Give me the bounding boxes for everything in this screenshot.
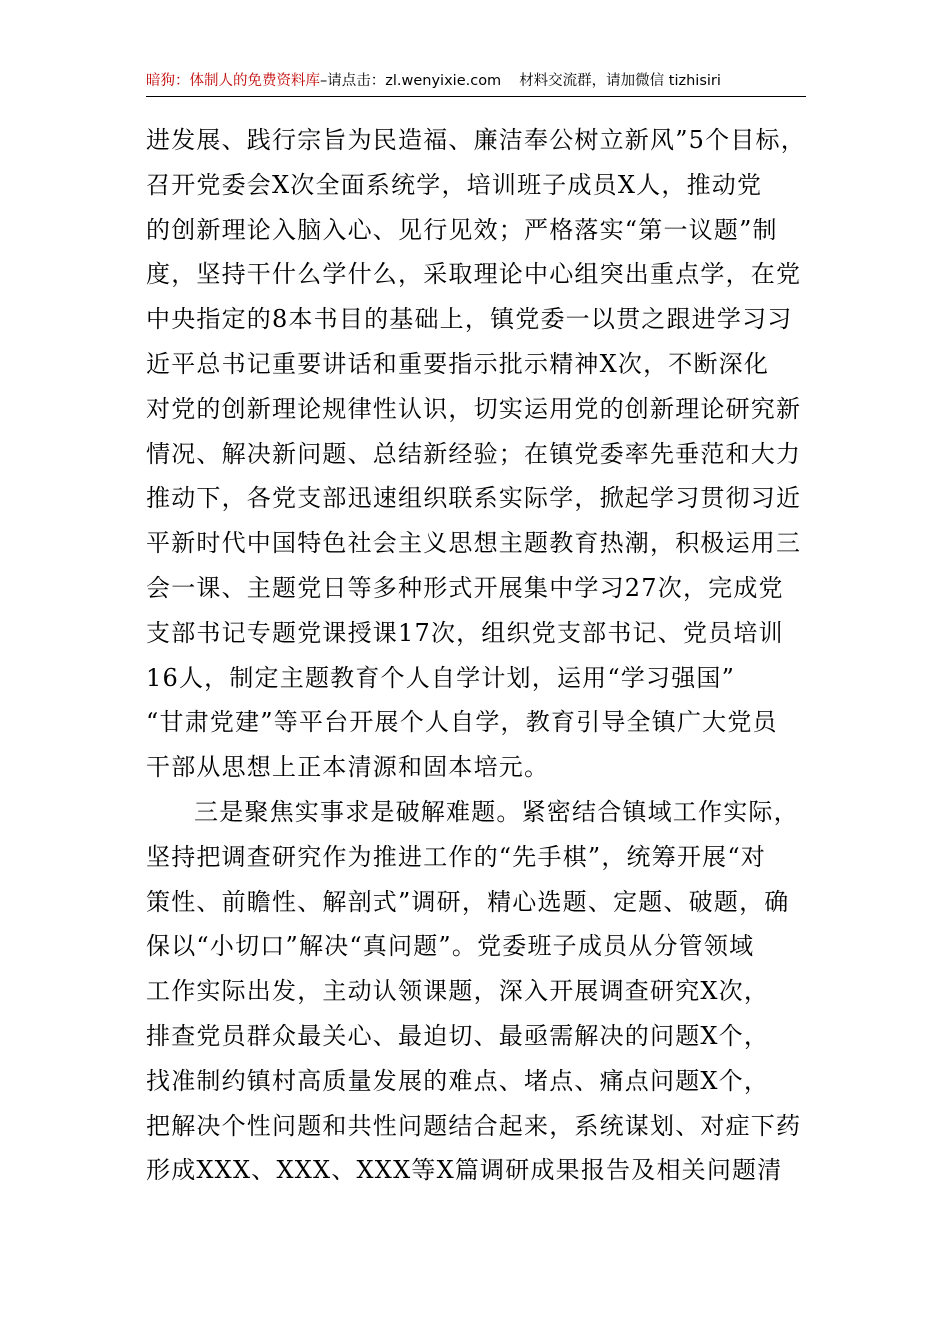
text-line: 工作实际出发，主动认领课题，深入开展调查研究X次， bbox=[146, 977, 770, 1006]
text-line: 召开党委会X次全面系统学，培训班子成员X人，推动党 bbox=[146, 170, 763, 199]
page-header bbox=[146, 70, 806, 97]
text-line: 度，坚持干什么学什么，采取理论中心组突出重点学，在党 bbox=[146, 260, 802, 289]
text-line: 推动下，各党支部迅速组织联系实际学，掀起学习贯彻习近 bbox=[146, 484, 802, 513]
text-line: 16人，制定主题教育个人自学计划，运用“学习强国” bbox=[146, 663, 736, 692]
text-line: 策性、前瞻性、解剖式”调研，精心选题、定题、破题，确 bbox=[146, 887, 790, 916]
header-url-link[interactable]: zl.wenyixie.com bbox=[385, 73, 502, 89]
header-prompt: –请点击： bbox=[320, 73, 386, 89]
text-line: 把解决个性问题和共性问题结合起来，系统谋划、对症下药 bbox=[146, 1111, 802, 1140]
text-line: 平新时代中国特色社会主义思想主题教育热潮，积极运用三 bbox=[146, 529, 802, 558]
paragraph-start-line: 三是聚焦实事求是破解难题。紧密结合镇域工作实际， bbox=[194, 797, 799, 826]
text-line: 支部书记专题党课授课17次，组织党支部书记、党员培训 bbox=[146, 618, 784, 647]
header-contact: 材料交流群，请加微信 tizhisiri bbox=[519, 73, 721, 89]
text-line: 坚持把调查研究作为推进工作的“先手棋”，统筹开展“对 bbox=[146, 842, 767, 871]
text-line: “甘肃党建”等平台开展个人自学，教育引导全镇广大党员 bbox=[146, 708, 778, 737]
text-line: 找准制约镇村高质量发展的难点、堵点、痛点问题X个， bbox=[146, 1066, 770, 1095]
text-line: 进发展、践行宗旨为民造福、廉洁奉公树立新风”5个目标， bbox=[146, 126, 806, 154]
document-body bbox=[146, 118, 810, 1193]
text-line: 情况、解决新问题、总结新经验；在镇党委率先垂范和大力 bbox=[146, 439, 802, 468]
text-line: 的创新理论入脑入心、见行见效；严格落实“第一议题”制 bbox=[146, 215, 778, 244]
text-line: 中央指定的8本书目的基础上，镇党委一以贯之跟进学习习 bbox=[146, 305, 793, 334]
text-line: 形成XXX、XXX、XXX等X篇调研成果报告及相关问题清 bbox=[146, 1156, 783, 1185]
header-brand: 暗狗：体制人的免费资料库 bbox=[146, 73, 320, 89]
text-line: 对党的创新理论规律性认识，切实运用党的创新理论研究新 bbox=[146, 394, 802, 423]
text-line: 排查党员群众最关心、最迫切、最亟需解决的问题X个， bbox=[146, 1021, 770, 1050]
text-line: 保以“小切口”解决“真问题”。党委班子成员从分管领域 bbox=[146, 932, 755, 961]
text-line: 近平总书记重要讲话和重要指示批示精神X次，不断深化 bbox=[146, 349, 770, 378]
text-line: 干部从思想上正本清源和固本培元。 bbox=[146, 753, 550, 782]
text-line: 会一课、主题党日等多种形式开展集中学习27次，完成党 bbox=[146, 573, 784, 602]
